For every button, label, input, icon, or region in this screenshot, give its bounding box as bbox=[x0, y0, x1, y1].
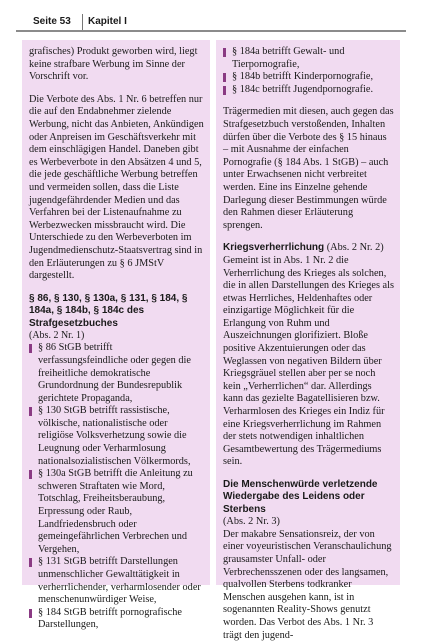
section-heading-stgb bbox=[29, 293, 204, 343]
list-item: § 184 StGB betrifft pornografische Darstellungen, bbox=[29, 607, 204, 632]
section-heading-stgb-ref: (Abs. 2 Nr. 1) bbox=[29, 329, 85, 341]
list-item: § 184c betrifft Jugendpornografie. bbox=[223, 84, 394, 97]
menschenwuerde-paragraph bbox=[223, 516, 394, 642]
left-column bbox=[22, 40, 210, 631]
page-number: Seite 53 bbox=[33, 16, 71, 27]
list-item: § 131 StGB betrifft Darstellungen unmenschlicher Gewalttätigkeit in verherrlichender, verharmlosender oder menschenunwürdiger Weise, bbox=[29, 556, 204, 606]
section-heading-menschenwuerde: Die Menschenwürde verletzende Wiedergabe des Leidens oder Sterbens bbox=[223, 479, 378, 515]
kriegsverherrlichung-text: Gemeint ist in Abs. 1 Nr. 2 die Verherrlichung des Krieges als solchen, die in allen Darstellungen des Krieges als etwas Herrliches, Heldenhaftes oder einzigartige Möglichkeit für die Erlangung von Ruhm und Auszeichnungen glorifiziert. Bloße positive Akzentuierungen oder das Weglassen von negativen Bildern über Kriegsgräuel stellen aber per se noch kein „Verherrlichen“ dar. Allerdings kann das gezielte Bagatellisieren bzw. Verharmlosen des Krieges ein Indiz für eine Kriegsverherrlichung im Rahmen der stets notwendigen inhaltlichen Gesamtbewertung des Trägermediums sein. bbox=[223, 254, 394, 468]
section-heading-stgb-title: § 86, § 130, § 130a, § 131, § 184, § 184a, § 184b, § 184c des Strafgesetzbuches bbox=[29, 292, 188, 329]
menschenwuerde-ref: (Abs. 2 Nr. 3) bbox=[223, 516, 280, 528]
chapter-title: Kapitel I bbox=[88, 16, 127, 27]
list-item: § 184b betrifft Kinderpornografie, bbox=[223, 71, 394, 84]
menschenwuerde-text: Der makabre Sensationsreiz, der von einer voyeuristischen Veranschaulichung grausamster Unfall- oder Verbrechensszenen oder des langsamen, qualvollen Sterbens todkranker Menschen ausgehen kann, ist in sogenannten Reality-Shows genutzt worden. Das Verbot des Abs. 1 Nr. 3 trägt den jugend- bbox=[223, 528, 392, 641]
right-paragraph-1: Trägermedien mit diesen, auch gegen das Strafgesetzbuch verstoßenden, Inhalten dürfen über die Verbote des § 15 hinaus – mit Ausnahme der einfachen Pornografie (§ 184 Abs. 1 StGB) – auch unter Erwachsenen nicht verbreitet werden. Eine ins Einzelne gehende Darlegung dieser Bestimmungen würde den Rahmen dieser Erläuterung sprengen. bbox=[223, 106, 394, 231]
stgb-list bbox=[29, 342, 204, 632]
list-item: § 86 StGB betrifft verfassungsfeindliche oder gegen die freiheitliche demokratische Grundordnung der Bundesrepublik gerichtete Propaganda, bbox=[29, 342, 204, 405]
kriegsverherrlichung-heading: Kriegsverherrlichung bbox=[223, 242, 325, 254]
page-header bbox=[16, 12, 406, 34]
list-item: § 130a StGB betrifft die Anleitung zu schweren Straftaten wie Mord, Totschlag, Freiheitsberaubung, Erpressung oder Raub, Landfriedensbruch oder gemeingefährlichen Verbrechen und Vergehen, bbox=[29, 468, 204, 556]
right-column bbox=[216, 40, 400, 641]
header-rule bbox=[16, 30, 406, 32]
list-item: § 130 StGB betrifft rassistische, völkische, nationalistische oder religiöse Volksverhetzung sowie die Leugnung oder Verharmlosung nationalsozialistischen Völkermords, bbox=[29, 405, 204, 468]
list-item: § 184a betrifft Gewalt- und Tierpornografie, bbox=[223, 46, 394, 71]
stgb-list-continued bbox=[223, 46, 394, 96]
header-divider bbox=[82, 14, 83, 30]
left-paragraph-2: Die Verbote des Abs. 1 Nr. 6 betreffen nur die auf den Endabnehmer zielende Werbung, nicht das Anbieten, Ankündigen oder Anpreisen im Geschäftsverkehr mit dem einschlägigen Handel. Daneben gibt es Werbeverbote in den Absätzen 4 und 5, die jede geschäftliche Werbung betreffen und vermeiden sollen, dass die Liste jugendgefährdender Medien und das Verfahren bei der Listenaufnahme zu Werbezwecken missbraucht wird. Die Unterschiede zu den Werbeverboten im Jugendmedienschutz-Staatsvertrag sind in den Erläuterungen zu § 6 JMStV dargestellt. bbox=[29, 93, 204, 282]
kriegsverherrlichung-ref: (Abs. 2 Nr. 2) bbox=[324, 242, 384, 254]
kriegsverherrlichung-paragraph bbox=[223, 242, 394, 469]
left-paragraph-1: grafisches) Produkt geworben wird, liegt keine strafbare Werbung im Sinne der Vorschrift vor. bbox=[29, 46, 198, 83]
